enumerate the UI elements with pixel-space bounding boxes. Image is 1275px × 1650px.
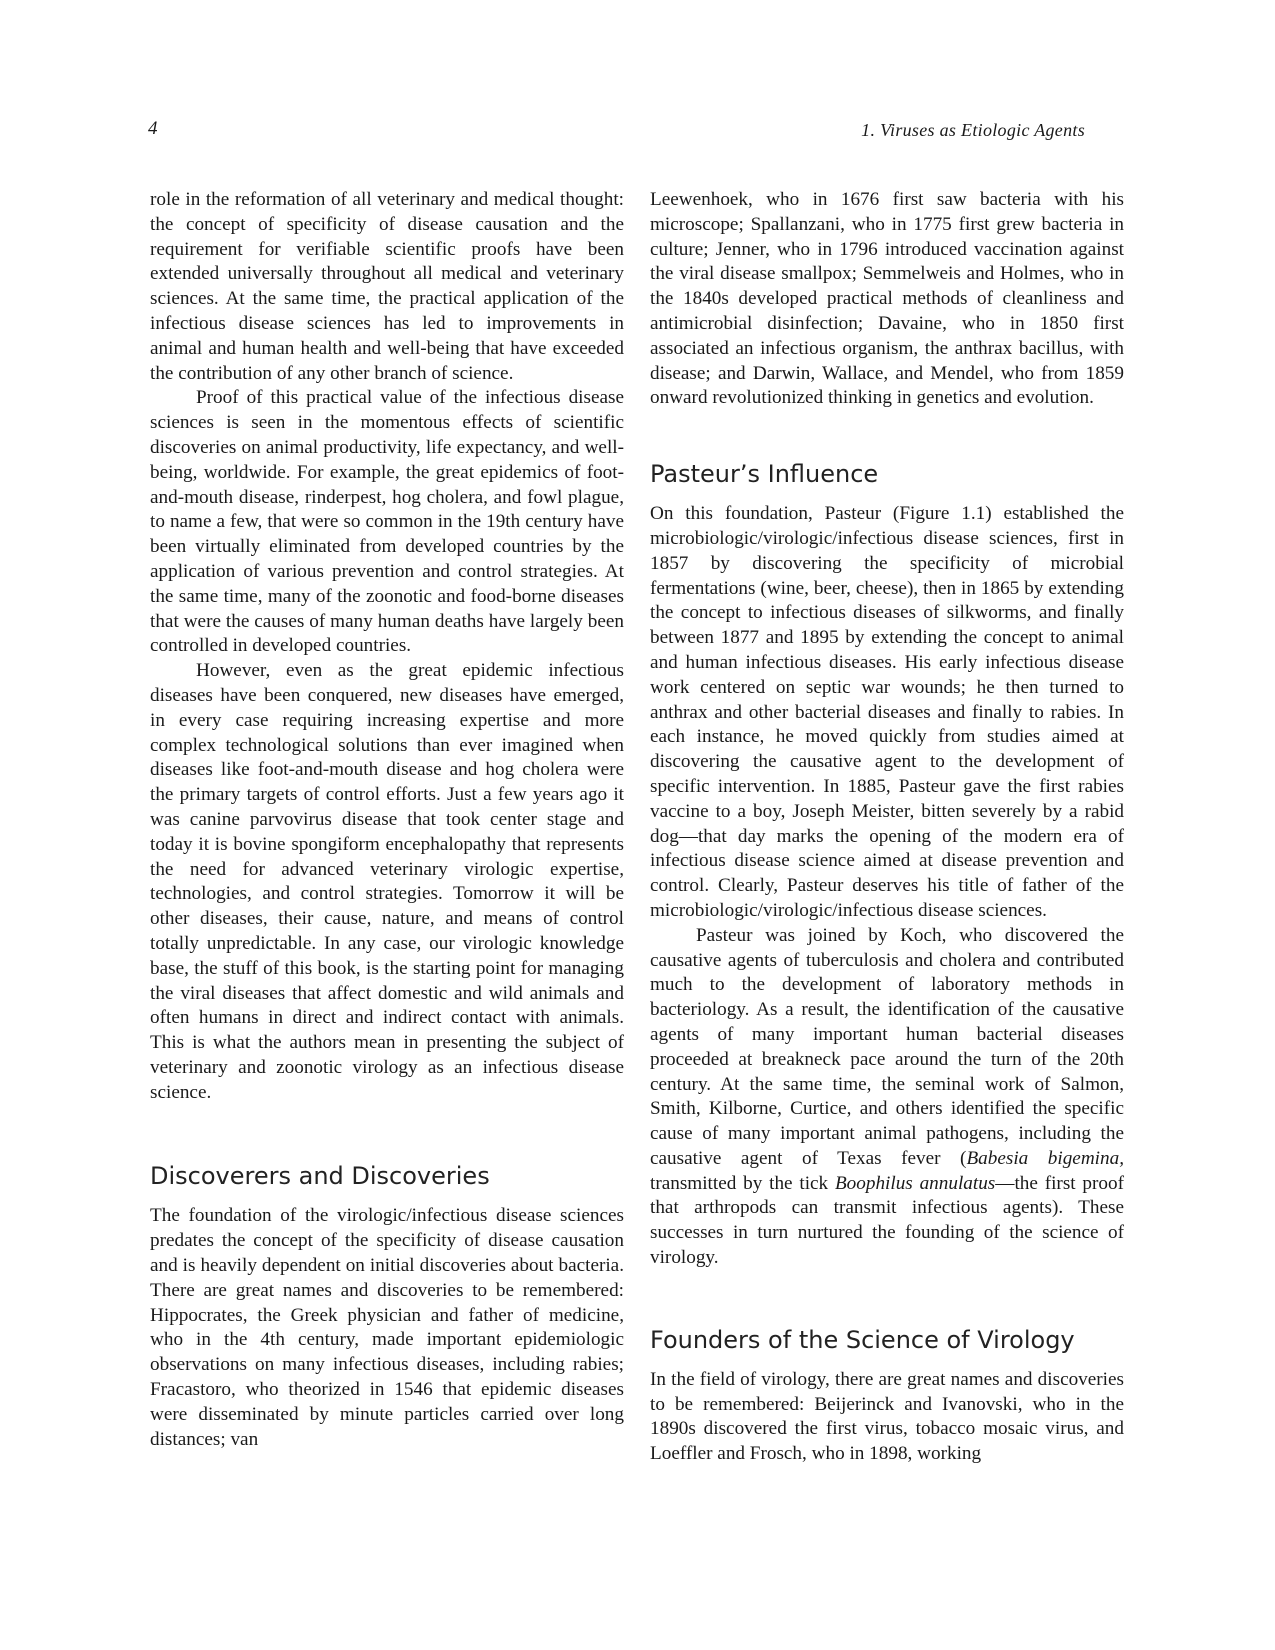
text-run: —the first proof that arthropods can transmit infectious agents). These successes in turn nurtured the founding of the science of virology. xyxy=(650,1172,1124,1269)
paragraph: However, even as the great epidemic infectious diseases have been conquered, new diseases have emerged, in every case requiring increasing expertise and more complex technological solutions than ever imagined when diseases like foot-and-mouth disease and hog cholera were the primary targets of control efforts. Just a few years ago it was canine parvovirus disease that took center stage and today it is bovine spongiform encephalopathy that represents the need for advanced veterinary virologic expertise, technologies, and control strategies. Tomorrow it will be other diseases, their cause, nature, and means of control totally unpredictable. In any case, our virologic knowledge base, the stuff of this book, is the starting point for managing the viral diseases that affect domestic and wild animals and often humans in direct and indirect contact with animals. This is what the authors mean in presenting the subject of veterinary and zoonotic virology as an infectious disease science. xyxy=(150,660,624,1103)
paragraph: In the field of virology, there are great names and discoveries to be remembered: Beijerinck and Ivanovski, who in the 1890s discovered the first virus, tobacco mosaic virus, and Loeffler and Frosch, who in 1898, working xyxy=(650,1368,1124,1465)
section-heading-pasteur: Pasteur’s Influence xyxy=(650,460,879,489)
text-run: transmitted by the tick xyxy=(650,1172,835,1194)
species-name: Boophilus annulatus xyxy=(834,1172,996,1194)
paragraph: On this foundation, Pasteur (Figure 1.1) established the microbiologic/virologic/infectious disease sciences, first in 1857 by discovering the specificity of microbial fermentations (wine, beer, cheese), then in 1865 by extending the concept to infectious diseases of silkworms, and finally between 1877 and 1895 by extending the concept to animal and human infectious diseases. His early infectious disease work centered on septic war wounds; he then turned to anthrax and other bacterial diseases and finally to rabies. In each instance, he moved quickly from studies aimed at discovering the causative agent to the development of specific intervention. In 1885, Pasteur gave the first rabies vaccine to a boy, Joseph Meister, bitten severely by a rabid dog—that day marks the opening of the modern era of infectious disease science aimed at disease prevention and control. Clearly, Pasteur deserves his title of father of the microbiologic/virologic/infectious disease sciences. xyxy=(650,503,1124,921)
section-heading-founders: Founders of the Science of Virology xyxy=(650,1325,1075,1354)
paragraph: Leewenhoek, who in 1676 first saw bacteria with his microscope; Spallanzani, who in 1775 first grew bacteria in culture; Jenner, who in 1796 introduced vaccination against the viral disease smallpox; Semmelweis and Holmes, who in the 1840s developed practical methods of cleanliness and antimicrobial disinfection; Davaine, who in 1850 first associated an infectious organism, the anthrax bacillus, with disease; and Darwin, Wallace, and Mendel, who from 1859 onward revolutionized thinking in genetics and evolution. xyxy=(650,189,1124,409)
paragraph: The foundation of the virologic/infectious disease sciences predates the concept of the specificity of disease causation and is heavily dependent on initial discoveries about bacteria. There are great names and discoveries to be remembered: Hippocrates, the Greek physician and father of medicine, who in the 4th century, made important epidemiologic observations on many infectious diseases, including rabies; Fracastoro, who theorized in 1546 that epidemic diseases were disseminated by minute particles carried over long distances; van xyxy=(150,1205,624,1450)
page-number: 4 xyxy=(148,118,158,139)
paragraph xyxy=(650,924,1124,1271)
left-column xyxy=(150,188,624,1452)
paragraph: Proof of this practical value of the infectious disease sciences is seen in the momentous effects of scientific discoveries on animal productivity, life expectancy, and well-being, worldwide. For example, the great epidemics of foot-and-mouth disease, rinderpest, hog cholera, and fowl plague, to name a few, that were so common in the 19th century have been virtually eliminated from developed countries by the application of various prevention and control strategies. At the same time, many of the zoonotic and food-borne diseases that were the causes of many human deaths have largely been controlled in developed countries. xyxy=(150,387,624,657)
section-heading-discoverers: Discoverers and Discoveries xyxy=(150,1162,490,1191)
text-run: Pasteur was joined by Koch, who discovered the causative agents of tuberculosis and cholera and contributed much to the development of laboratory methods in bacteriology. As a result, the identification of the causative agents of many important human bacterial diseases proceeded at breakneck pace around the turn of the 20th century. At the same time, the seminal work of Salmon, Smith, Kilborne, Curtice, and others identified the specific cause of many important animal pathogens, including the causative agent of Texas fever ( xyxy=(650,924,1124,1169)
right-column xyxy=(650,188,1124,1467)
running-head: 1. Viruses as Etiologic Agents xyxy=(861,120,1085,140)
paragraph: role in the reformation of all veterinary and medical thought: the concept of specificity of disease causation and the requirement for verifiable scientific proofs have been extended universally throughout all medical and veterinary sciences. At the same time, the practical application of the infectious disease sciences has led to improvements in animal and human health and well-being that have exceeded the contribution of any other branch of science. xyxy=(150,189,624,384)
species-name: Babesia bigemina, xyxy=(966,1147,1124,1169)
